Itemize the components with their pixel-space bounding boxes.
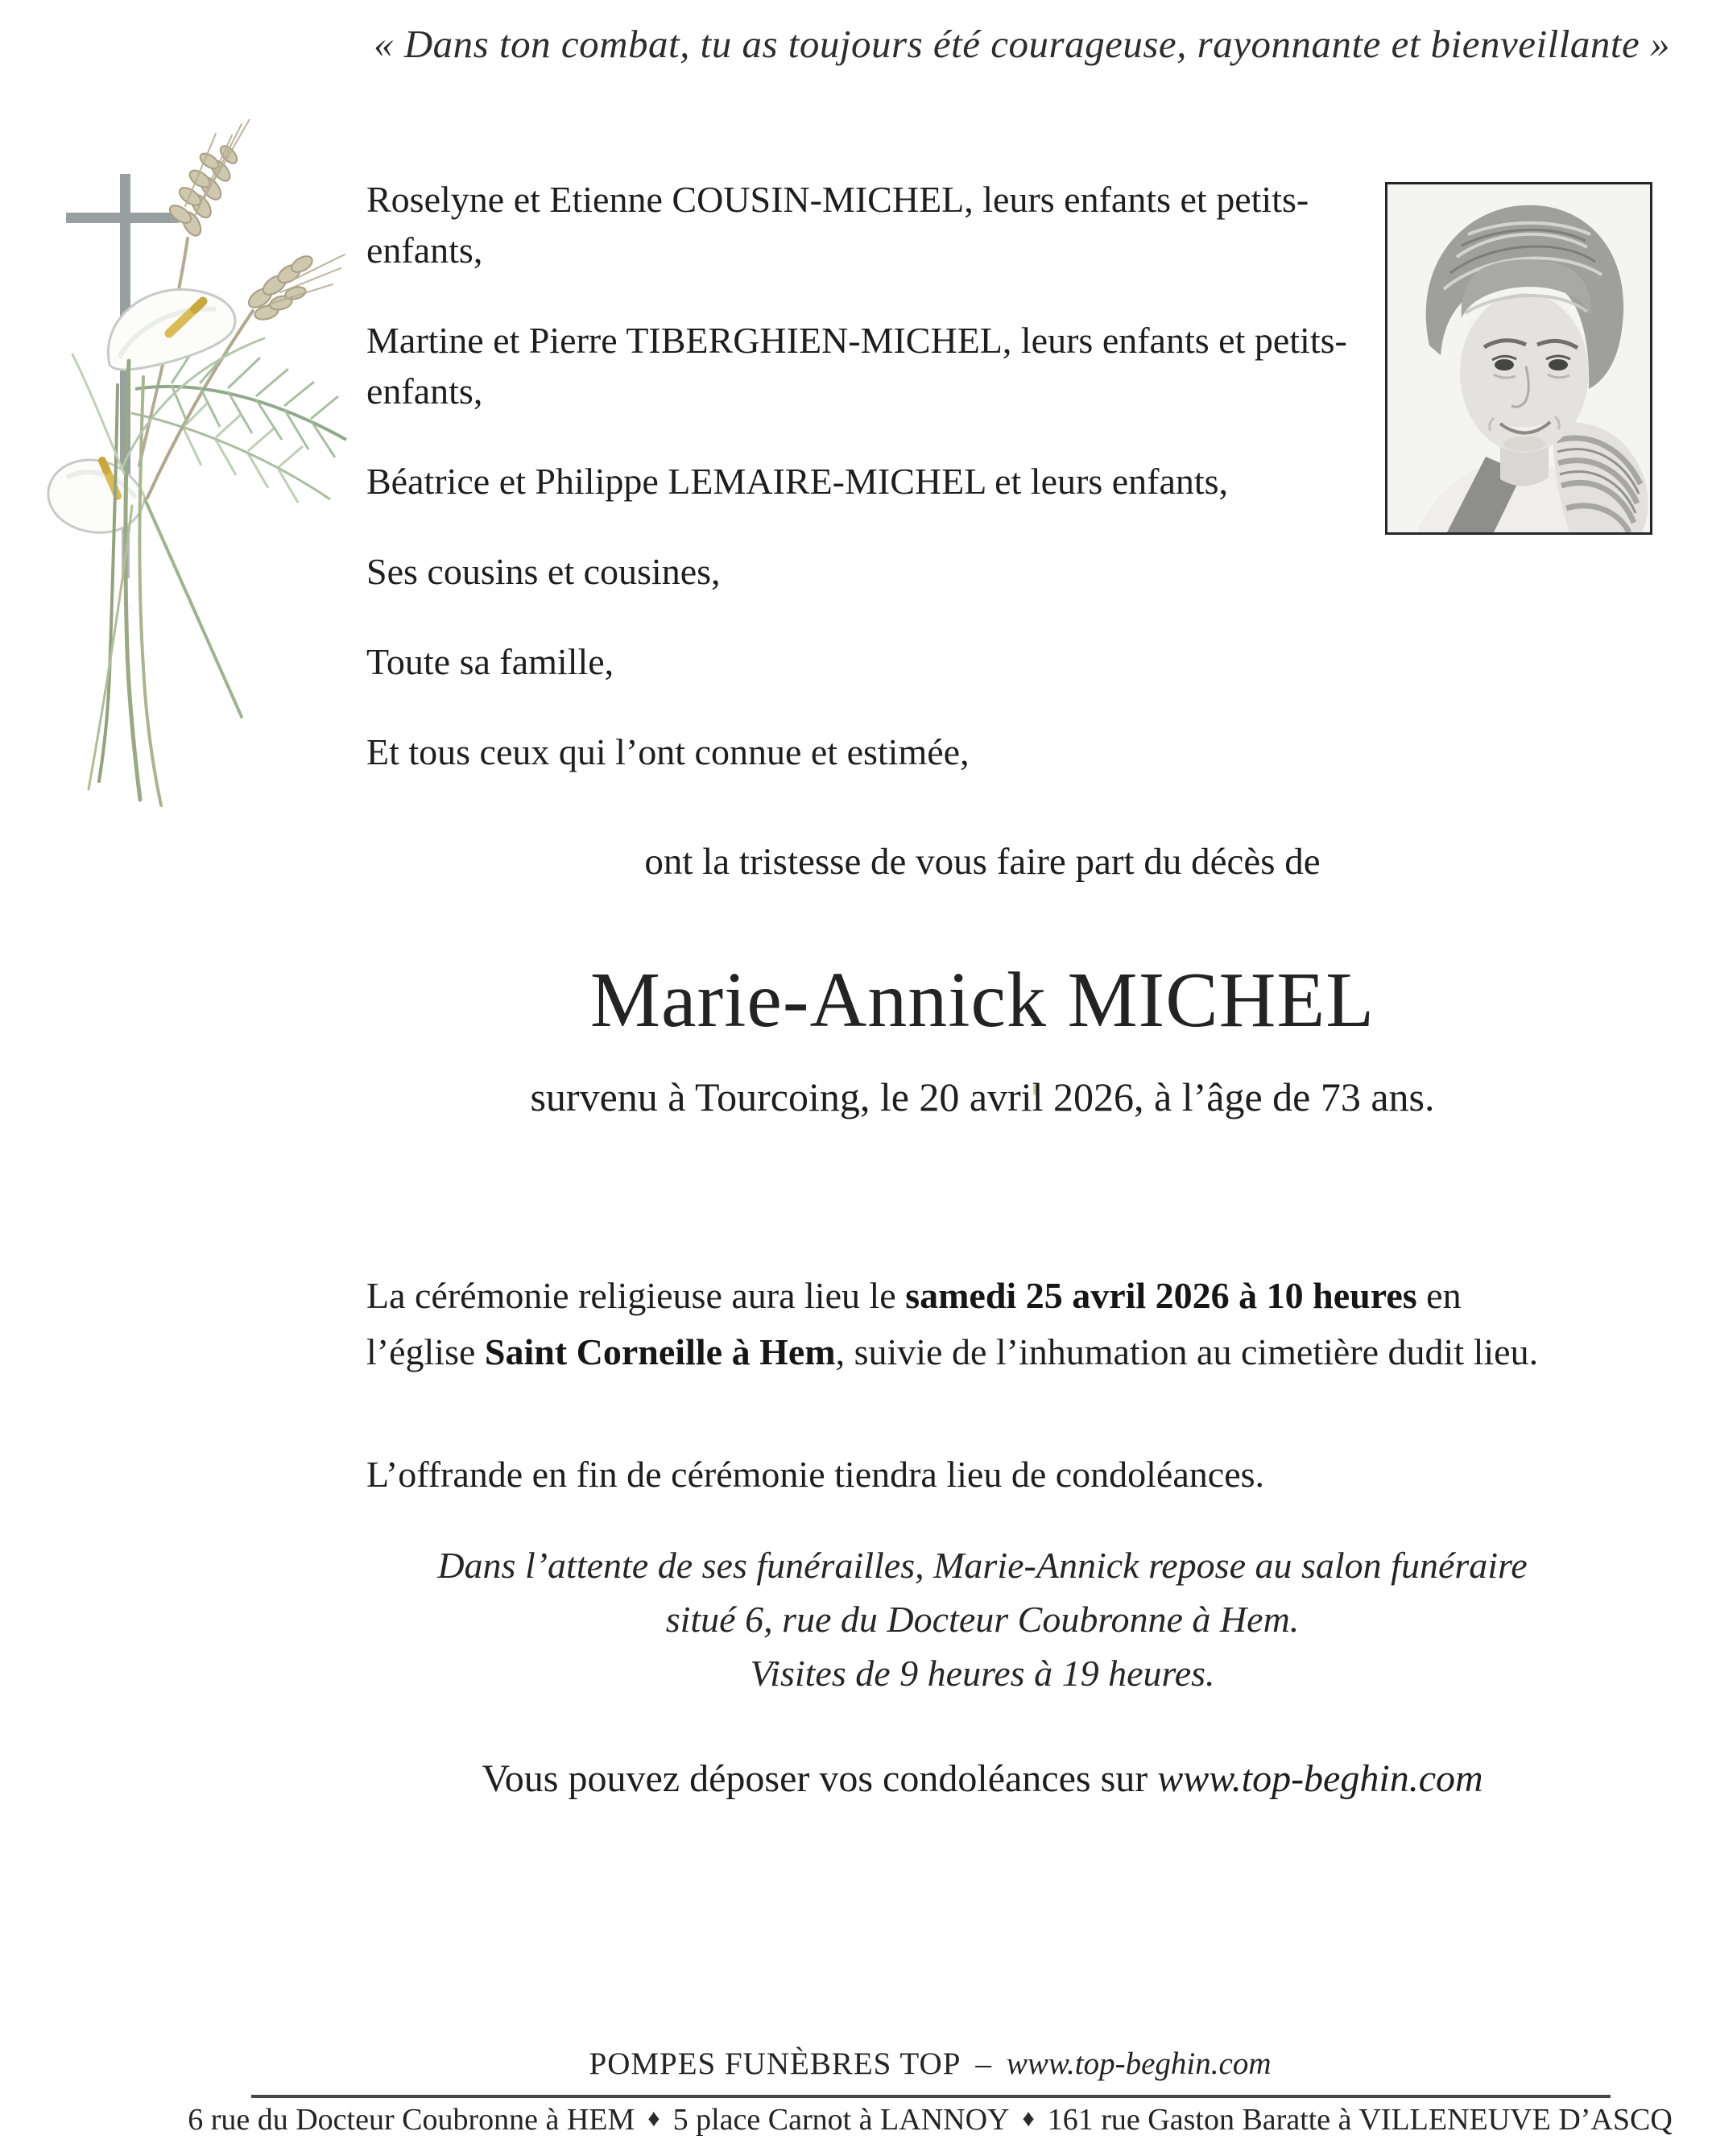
diamond-separator-icon: ♦ [1022, 2105, 1035, 2132]
footer-address: 6 rue du Docteur Coubronne à HEM [188, 2103, 635, 2137]
family-paragraph: Béatrice et Philippe LEMAIRE-MICHEL et leurs enfants, [366, 461, 1229, 502]
footer-dash: – [975, 2046, 992, 2081]
offering-text: L’offrande en fin de cérémonie tiendra lieu de condoléances. [366, 1454, 1265, 1495]
footer-address: 161 rue Gaston Baratte à VILLENEUVE D’ASCQ [1047, 2103, 1673, 2137]
repose-block [366, 1538, 1598, 1700]
footer-company-line [145, 2046, 1712, 2082]
diamond-separator-icon: ♦ [647, 2105, 660, 2132]
footer-address-line [145, 2102, 1712, 2137]
condolences-url: www.top-beghin.com [1157, 1757, 1483, 1800]
ceremony-church: Saint Corneille à Hem [484, 1331, 836, 1372]
portrait-photo [1385, 182, 1652, 535]
cross-and-lilies-illustration [23, 119, 369, 852]
deceased-name: Marie-Annick MICHEL [589, 957, 1375, 1044]
family-paragraph: Martine et Pierre TIBERGHIEN-MICHEL, leurs enfants et petits-enfants, [366, 320, 1347, 412]
footer-divider [251, 2095, 1611, 2098]
ceremony-paragraph [366, 1268, 1574, 1380]
ceremony-text: , suivie de l’inhumation au cimetière dudit lieu. [835, 1331, 1539, 1372]
portrait-photo-image [1387, 184, 1650, 532]
footer-company-name: POMPES FUNÈBRES TOP [589, 2046, 961, 2081]
condolences-line [366, 1757, 1598, 1801]
stems [72, 338, 264, 805]
family-paragraph: Toute sa famille, [366, 641, 614, 682]
ceremony-text: en l’église [366, 1275, 1462, 1372]
death-details: survenu à Tourcoing, le 20 avril 2026, à l’âge de 73 ans. [530, 1074, 1435, 1119]
palm-leaf-icon [131, 346, 346, 503]
ceremony-date-time: samedi 25 avril 2026 à 10 heures [905, 1275, 1417, 1316]
family-list [366, 174, 1389, 817]
footer-url: www.top-beghin.com [1006, 2046, 1272, 2081]
announcement-text: ont la tristesse de vous faire part du décès de [644, 841, 1321, 883]
repose-line: situé 6, rue du Docteur Coubronne à Hem. [665, 1599, 1300, 1640]
memorial-quote: « Dans ton combat, tu as toujours été courageuse, rayonnante et bienveillante » [374, 22, 1670, 66]
family-paragraph: Et tous ceux qui l’ont connue et estimée, [366, 731, 970, 772]
condolences-text: Vous pouvez déposer vos condoléances sur [482, 1757, 1158, 1800]
ceremony-text: La cérémonie religieuse aura lieu le [366, 1275, 906, 1316]
repose-line: Dans l’attente de ses funérailles, Marie-Annick repose au salon funéraire [437, 1545, 1528, 1586]
footer-address: 5 place Carnot à LANNOY [672, 2103, 1010, 2137]
repose-line: Visites de 9 heures à 19 heures. [750, 1653, 1215, 1694]
family-paragraph: Ses cousins et cousines, [366, 551, 721, 592]
family-paragraph: Roselyne et Etienne COUSIN-MICHEL, leurs enfants et petits-enfants, [366, 179, 1309, 271]
